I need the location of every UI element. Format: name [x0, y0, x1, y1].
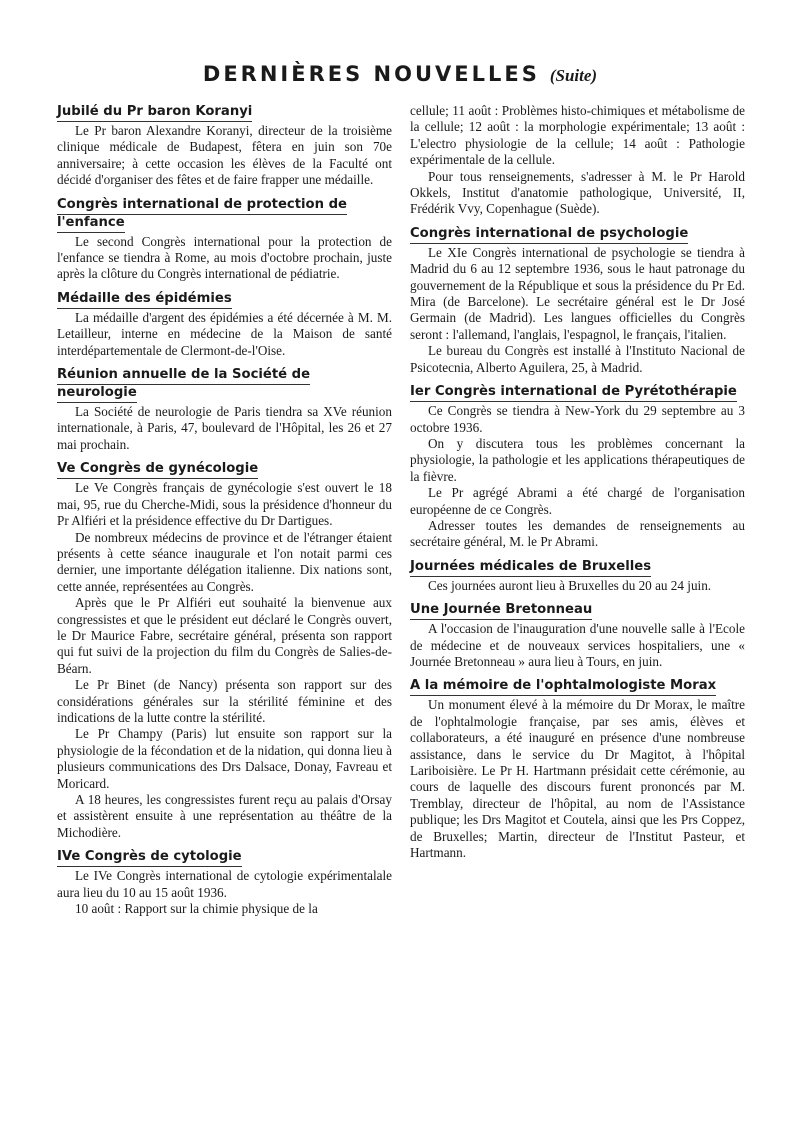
- article-psychologie: [410, 225, 745, 376]
- left-column: [57, 103, 392, 924]
- article-heading: Journées médicales de Bruxelles: [410, 559, 651, 577]
- article-paragraph: Le Pr baron Alexandre Koranyi, directeur de la troisième clinique médicale de Budapest, fêtera en juin son 70e anniversaire; à cette occasion les élèves de la Faculté ont décidé d'organiser des fêtes et de faire frapper une médaille.: [57, 123, 392, 188]
- article-paragraph: La Société de neurologie de Paris tiendra sa XVe réunion internationale, à Paris, 47, boulevard de l'Hôpital, les 26 et 27 mai prochain.: [57, 404, 392, 452]
- article-paragraph: Ces journées auront lieu à Bruxelles du 20 au 24 juin.: [428, 577, 712, 593]
- article-bruxelles: [410, 558, 745, 594]
- article-paragraph: La médaille d'argent des épidémies a été décernée à M. M. Letailleur, interne en médecine de la Maison de santé interdépartementale de Clermont-de-l'Oise.: [57, 309, 392, 358]
- article-neurologie: [57, 366, 392, 453]
- article-paragraph: Le bureau du Congrès est installé à l'Instituto Nacional de Psicotecnia, Alberto Aguilera, 25, à Madrid.: [410, 343, 745, 375]
- article-paragraph: Un monument élevé à la mémoire du Dr Morax, le maître de l'ophtalmologie française, par ses amis, élèves et collaborateurs, a été inauguré en présence d'une nombreuse assistance, dans le service du Dr Magitot, à l'hôpital Lariboisière. Le Pr H. Hartmann présidait cette cérémonie, au cours de laquelle des discours furent prononcés par M. Tremblay, directeur de l'hôpital, au nom de l'Assistance publique; les Drs Magitot et Coutela, ainsi que les Prs Coppez, de Bruxelles; Martin, directeur de l'Institut Pasteur, et Hartmann.: [410, 697, 745, 861]
- right-column: [410, 103, 745, 868]
- article-gynecologie: [57, 460, 392, 841]
- article-paragraph: Le second Congrès international pour la protection de l'enfance se tiendra à Rome, au mois d'octobre prochain, juste après la clôture du Congrès international de pédiatrie.: [57, 233, 392, 282]
- article-heading: Réunion annuelle de la Société de neurologie: [57, 367, 310, 403]
- article-koranyi: [57, 103, 392, 189]
- article-heading: Jubilé du Pr baron Koranyi: [57, 104, 252, 122]
- article-paragraph: Le Ve Congrès français de gynécologie s'est ouvert le 18 mai, 95, rue du Cherche-Midi, sous la présidence d'honneur du Pr Alfiéri et la présidence effective du Dr Dartigues.: [57, 480, 392, 529]
- article-heading: Congrès international de protection de l'enfance: [57, 197, 347, 233]
- article-paragraph: On y discutera tous les problèmes concernant la physiologie, la pathologie et les applications thérapeutiques de la fièvre.: [410, 435, 745, 484]
- header-suite: (Suite): [549, 66, 598, 85]
- article-paragraph: A l'occasion de l'inauguration d'une nouvelle salle à l'Ecole de médecine et de nouveaux services hospitaliers, une « Journée Bretonneau » aura lieu à Tours, en juin.: [410, 621, 745, 669]
- article-paragraph: Adresser toutes les demandes de renseignements au secrétaire général, M. le Pr Abrami.: [410, 517, 745, 550]
- article-paragraph: Pour tous renseignements, s'adresser à M. le Pr Harold Okkels, Institut d'anatomie pathologique, Université, II, Frédérik Vvy, Copenhague (Suède).: [410, 168, 745, 217]
- article-cytologie-continued: [410, 103, 745, 218]
- article-heading: Une Journée Bretonneau: [410, 602, 592, 620]
- article-heading: Congrès international de psychologie: [410, 226, 688, 244]
- article-paragraph: Le XIe Congrès international de psychologie se tiendra à Madrid du 6 au 12 septembre 1936, sous le haut patronage du gouvernement de la République et sous la présidence du Pr Ed. Mira (de Barcelone). Le secrétaire général est le Dr José Germain (de Madrid). Les langues officielles du Congrès seront : l'allemand, l'anglais, l'espagnol, le français, l'italien.: [410, 244, 745, 342]
- article-medaille-epidemies: [57, 290, 392, 359]
- article-paragraph: Le IVe Congrès international de cytologie expérimentalale aura lieu du 10 au 15 août 1936.: [57, 868, 392, 900]
- article-paragraph: Le Pr Champy (Paris) lut ensuite son rapport sur la physiologie de la fécondation et de la nidation, qui donna lieu à plusieurs communications des Drs Dalsace, Donay, Favreau et Moricard.: [57, 726, 392, 791]
- article-paragraph: De nombreux médecins de province et de l'étranger étaient présents à cette séance inaugurale et l'on notait parmi ces dernier, une importante délégation italienne. Dix nations sont, cette année, représentées au Congrès.: [57, 529, 392, 594]
- article-morax: [410, 677, 745, 861]
- article-bretonneau: [410, 601, 745, 670]
- article-pyretotherapie: [410, 383, 745, 551]
- article-paragraph: cellule; 11 août : Problèmes histo-chimiques et métabolisme de la cellule; 12 août : la morphologie expérimentale; 13 août : L'electro physiologie de la cellule; 14 août : Pathologie expérimentale de la cellule.: [410, 103, 745, 168]
- article-protection-enfance: [57, 196, 392, 283]
- article-heading: Ve Congrès de gynécologie: [57, 461, 258, 479]
- article-cytologie: [57, 848, 392, 917]
- article-heading: A la mémoire de l'ophtalmologiste Morax: [410, 678, 716, 696]
- header-title: DERNIÈRES NOUVELLES: [202, 62, 540, 86]
- article-paragraph: A 18 heures, les congressistes furent reçu au palais d'Orsay et assistèrent ensuite à une représentation au théâtre de la Michodière.: [57, 792, 392, 840]
- article-paragraph: Le Pr Binet (de Nancy) présenta son rapport sur des considérations générales sur la stérilité féminine et des indications de la lutte contre la stérilité.: [57, 677, 392, 725]
- page-header: [0, 62, 800, 86]
- article-heading: Médaille des épidémies: [57, 291, 232, 309]
- article-paragraph: Le Pr agrégé Abrami a été chargé de l'organisation européenne de ce Congrès.: [410, 485, 745, 517]
- article-paragraph: 10 août : Rapport sur la chimie physique de la: [75, 901, 318, 917]
- article-paragraph: Après que le Pr Alfiéri eut souhaité la bienvenue aux congressistes et que le président eut déclaré le Congrès ouvert, le Dr Maurice Fabre, secrétaire général, présenta son rapport qui fut suivi de la projection du film du Congrès de Salies-de-Béarn.: [57, 595, 392, 676]
- article-heading: IVe Congrès de cytologie: [57, 849, 242, 867]
- article-heading: Ier Congrès international de Pyrétothérapie: [410, 384, 737, 402]
- article-paragraph: Ce Congrès se tiendra à New-York du 29 septembre au 3 octobre 1936.: [410, 403, 745, 435]
